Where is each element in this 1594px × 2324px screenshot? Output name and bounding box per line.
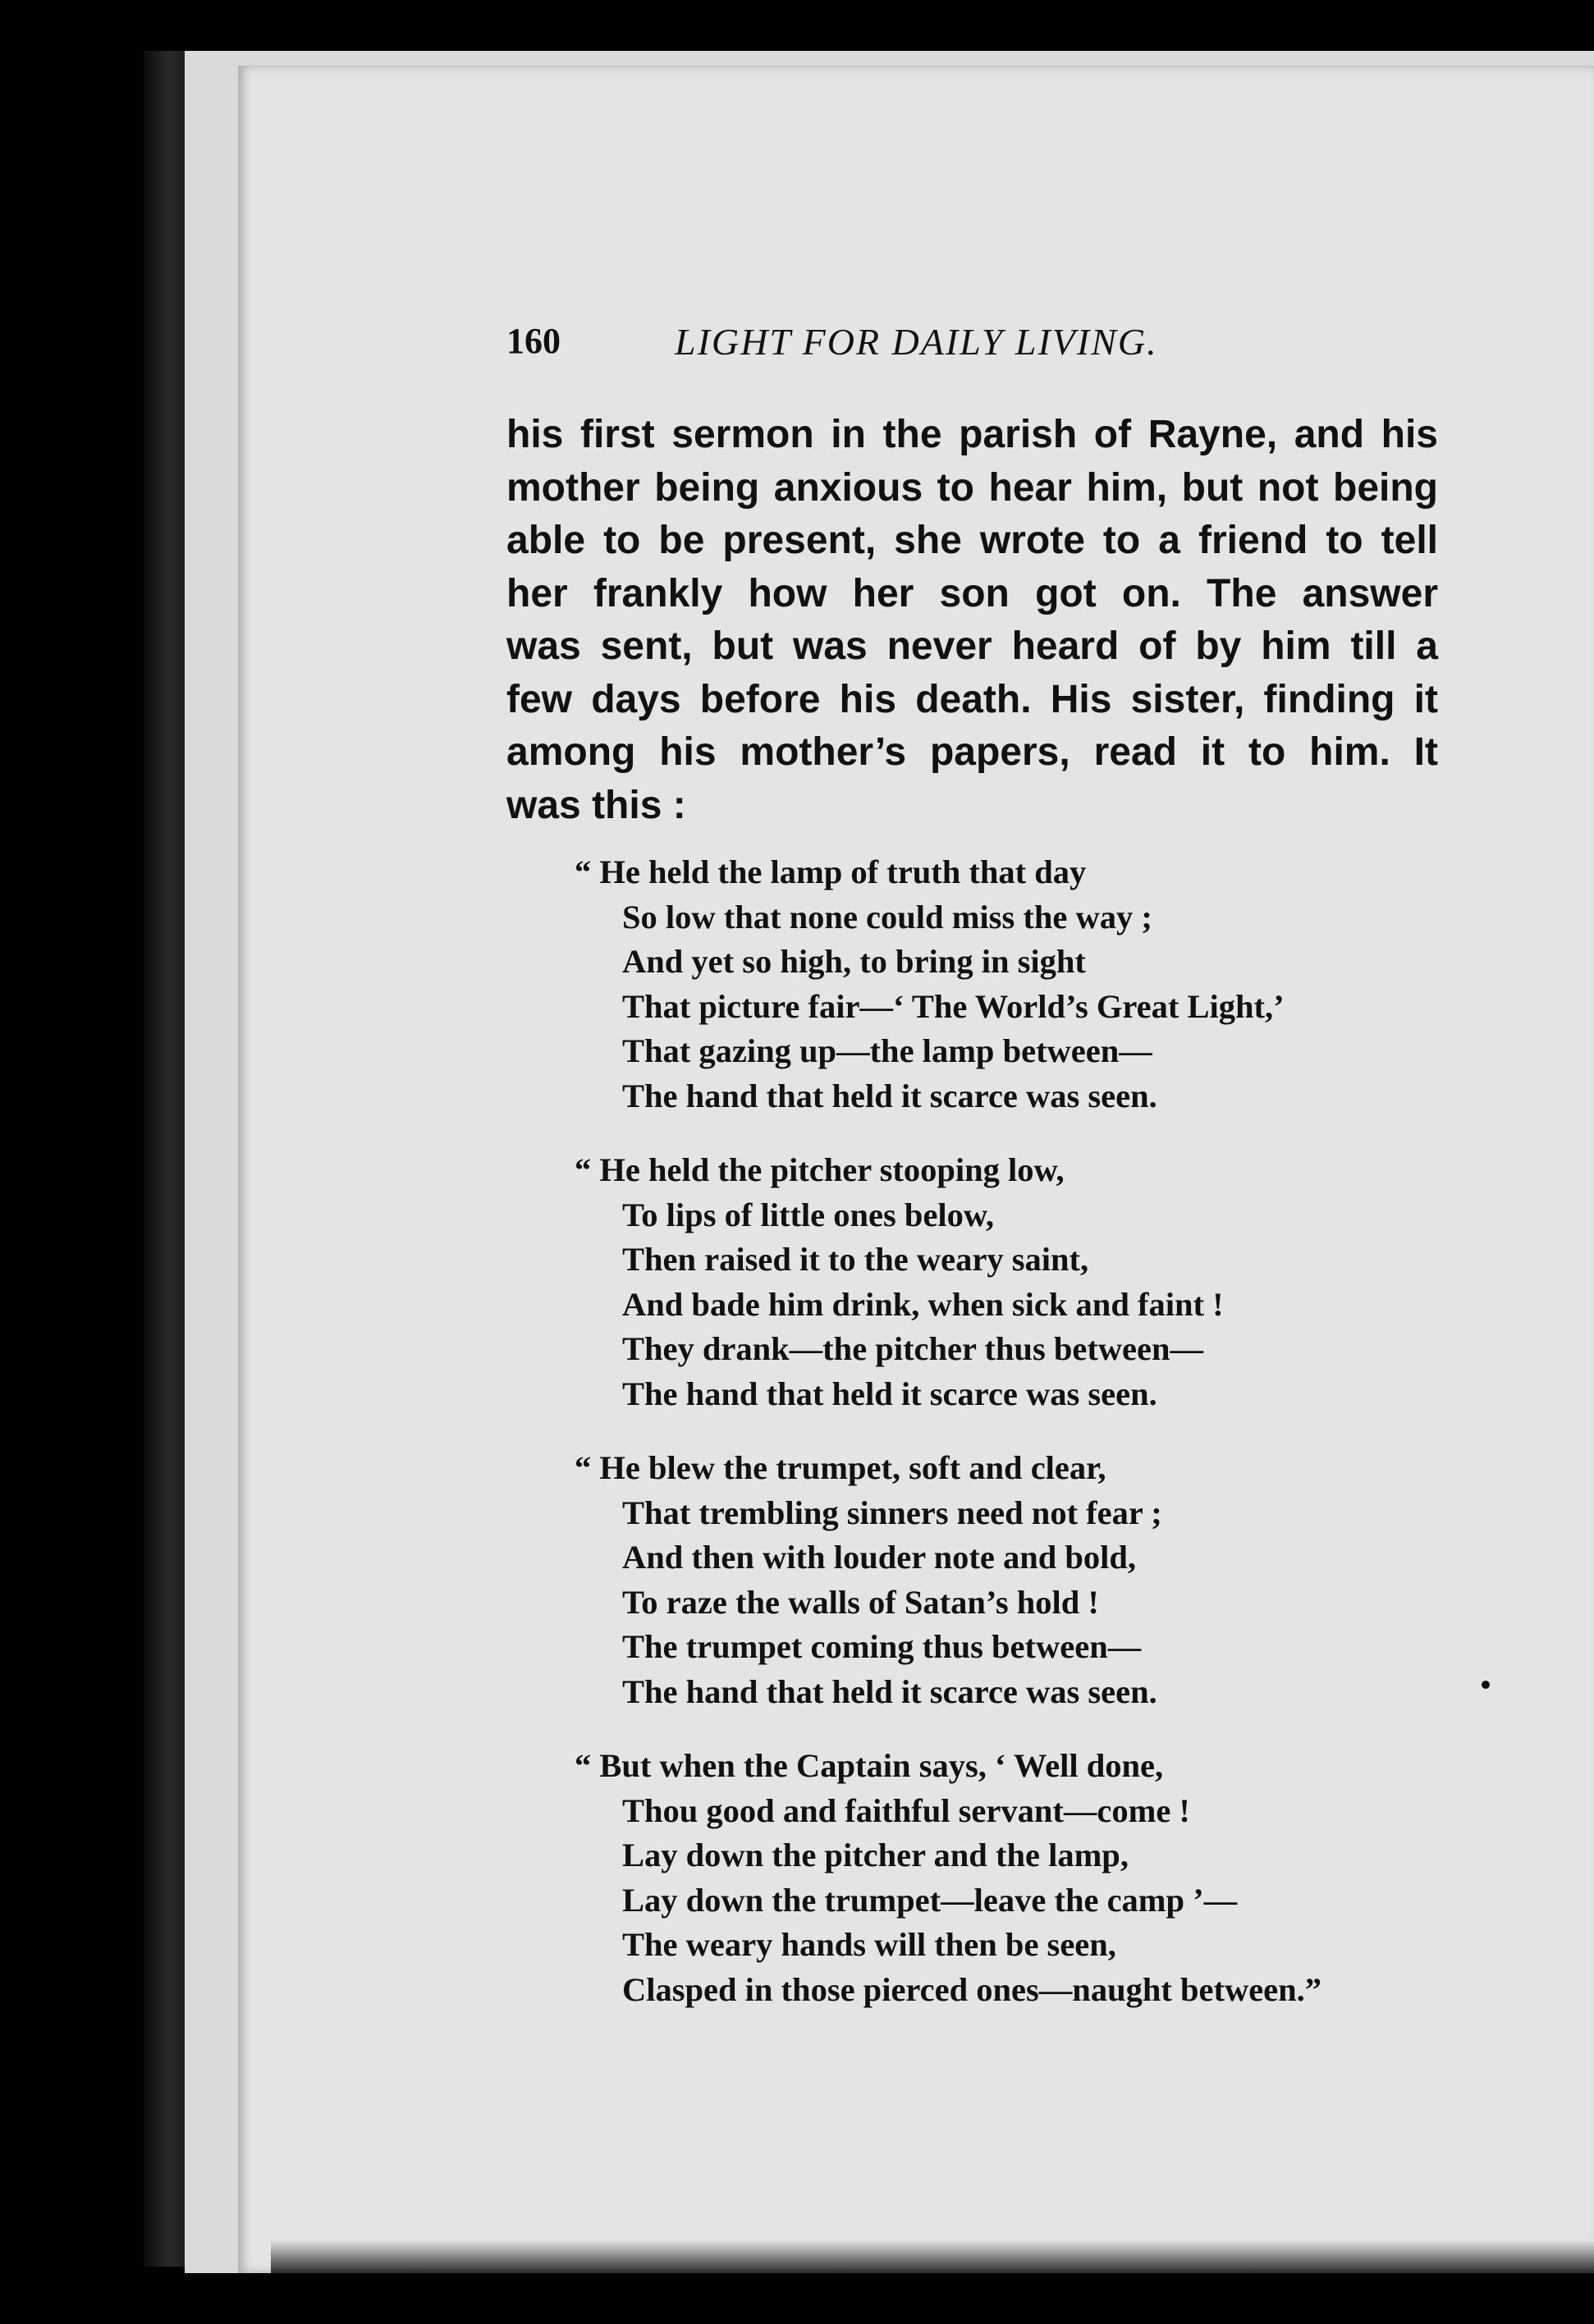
poem-line: So low that none could miss the way ; bbox=[622, 898, 1152, 936]
prose-line: was sent, but was never heard of by him till a bbox=[506, 624, 1438, 668]
prose-line: few days before his death. His sister, finding it bbox=[506, 677, 1438, 721]
page-bottom-shadow bbox=[271, 2240, 1594, 2273]
prose-paragraph bbox=[506, 409, 1438, 832]
poem-stanza bbox=[575, 1744, 1477, 2012]
prose-line: among his mother’s papers, read it to him. It bbox=[506, 730, 1438, 774]
poem-line: And then with louder note and bold, bbox=[622, 1539, 1137, 1576]
poem-line: Lay down the pitcher and the lamp, bbox=[622, 1837, 1129, 1873]
poem-stanza bbox=[575, 1148, 1477, 1416]
poem-line: The hand that held it scarce was seen. bbox=[622, 1375, 1157, 1412]
poem-line: Lay down the trumpet—leave the camp ’— bbox=[622, 1881, 1238, 1919]
page-header bbox=[506, 313, 1327, 371]
prose-line: his first sermon in the parish of Rayne, and his bbox=[506, 413, 1438, 456]
poem-stanza bbox=[575, 1446, 1477, 1714]
poem-line: Thou good and faithful servant—come ! bbox=[622, 1791, 1190, 1829]
poem-line: That trembling sinners need not fear ; bbox=[622, 1494, 1162, 1531]
ink-speck bbox=[1482, 1681, 1490, 1689]
poem-line: The weary hands will then be seen, bbox=[622, 1926, 1116, 1963]
poem-line: They drank—the pitcher thus between— bbox=[622, 1330, 1204, 1367]
poem-line: To raze the walls of Satan’s hold ! bbox=[622, 1583, 1099, 1621]
prose-line: mother being anxious to hear him, but not being bbox=[506, 465, 1438, 510]
poem bbox=[575, 850, 1477, 2042]
poem-line: The hand that held it scarce was seen. bbox=[622, 1672, 1157, 1710]
poem-line: The trumpet coming thus between— bbox=[622, 1628, 1142, 1665]
poem-line: And bade him drink, when sick and faint ! bbox=[622, 1285, 1224, 1323]
poem-line: And yet so high, to bring in sight bbox=[622, 943, 1086, 980]
poem-line: That picture fair—‘ The World’s Great Light,’ bbox=[622, 987, 1285, 1025]
prose-line: her frankly how her son got on. The answer bbox=[506, 571, 1438, 615]
poem-line: “ He blew the trumpet, soft and clear, bbox=[575, 1449, 1106, 1486]
prose-line: able to be present, she wrote to a friend to tell bbox=[506, 519, 1438, 562]
running-title: LIGHT FOR DAILY LIVING. bbox=[675, 321, 1158, 363]
poem-line: The hand that held it scarce was seen. bbox=[622, 1077, 1157, 1114]
page-number: 160 bbox=[506, 321, 561, 361]
poem-line: Clasped in those pierced ones—naught between.” bbox=[622, 1970, 1322, 2008]
poem-line: That gazing up—the lamp between— bbox=[622, 1032, 1152, 1069]
poem-stanza bbox=[575, 850, 1477, 1119]
poem-line: Then raised it to the weary saint, bbox=[622, 1241, 1089, 1278]
poem-line: “ He held the pitcher stooping low, bbox=[575, 1151, 1065, 1188]
poem-line: To lips of little ones below, bbox=[622, 1196, 995, 1233]
prose-line: was this : bbox=[506, 783, 686, 827]
poem-line: “ He held the lamp of truth that day bbox=[575, 853, 1087, 890]
poem-line: “ But when the Captain says, ‘ Well done, bbox=[575, 1747, 1164, 1784]
